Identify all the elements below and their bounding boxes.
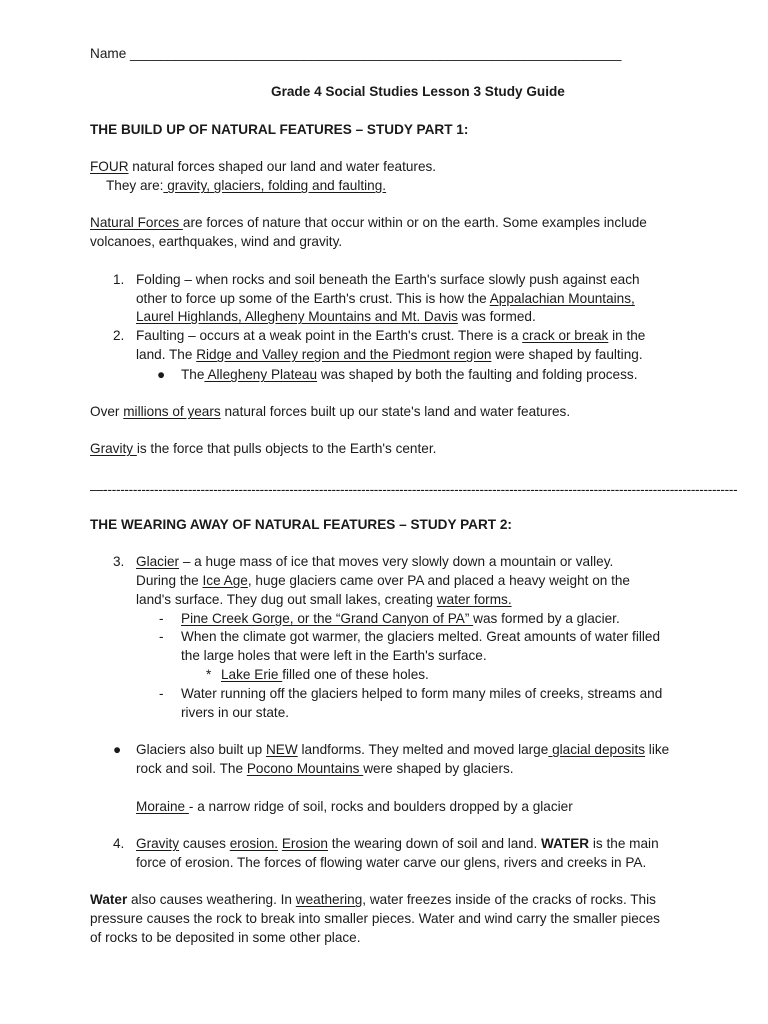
item1-line1: Folding – when rocks and soil beneath the Earth's surface slowly push against each (136, 272, 640, 287)
weathering-line1 (90, 891, 656, 909)
name-field-row (90, 45, 621, 63)
weathering-term: weathering (295, 892, 363, 907)
gravity-term: Gravity (136, 836, 180, 851)
item2-line2-text: land. The (136, 347, 197, 362)
item4-number: 4. (113, 836, 125, 851)
natural-forces-def-line1 (90, 214, 647, 232)
running-line1: Water running off the glaciers helped to form many miles of creeks, streams and (181, 686, 663, 701)
moraine-def: - a narrow ridge of soil, rocks and boulders dropped by a glacier (188, 799, 573, 814)
gravity-def: is the force that pulls objects to the Earth's center. (136, 441, 437, 456)
pocono-term: Pocono Mountains (246, 761, 364, 776)
natural-forces-def: are forces of nature that occur within or on the earth. Some examples include (182, 215, 647, 230)
ice-age-term: Ice Age (202, 573, 248, 588)
erosion-line1 (136, 835, 659, 853)
item2-number: 2. (113, 328, 125, 343)
weathering-text-b: , water freezes inside of the cracks of rocks. This (362, 892, 656, 907)
new-term: NEW (265, 742, 298, 757)
millions-text: natural forces built up our state's land and water features. (220, 404, 571, 419)
asterisk-marker: * (206, 667, 212, 682)
lake-erie-term: Lake Erie (221, 667, 283, 682)
millions-term: millions of years (123, 404, 221, 419)
four-forces-line (90, 158, 436, 176)
erosion-end: is the main (589, 836, 659, 851)
plateau-text: was shaped by both the faulting and folding process. (317, 367, 638, 382)
item2-line1 (136, 327, 645, 345)
crack-term: crack or break (522, 328, 609, 343)
appalachian-term: Appalachian Mountains, (489, 291, 635, 306)
built-end: like (645, 742, 670, 757)
water-bold: WATER (541, 836, 590, 851)
part2-heading: THE WEARING AWAY OF NATURAL FEATURES – STUDY PART 2: (90, 517, 512, 532)
they-are-label: They are: (106, 178, 164, 193)
built-mid: landforms. They melted and moved large (297, 742, 549, 757)
ice-age-text: , huge glaciers came over PA and placed a heavy weight on the (247, 573, 630, 588)
built-text: Glaciers also built up (136, 742, 266, 757)
mountains-term: Laurel Highlands, Allegheny Mountains and Mt. Davis (136, 309, 458, 324)
item2-line1-text: Faulting – occurs at a weak point in the Earth's crust. There is a (136, 328, 523, 343)
page-title: Grade 4 Social Studies Lesson 3 Study Guide (271, 84, 565, 99)
over-text: Over (90, 404, 124, 419)
item1-line3-text: was formed. (457, 309, 536, 324)
rock-text: rock and soil. The (136, 761, 247, 776)
lake-erie-text: filled one of these holes. (282, 667, 429, 682)
ridge-valley-term: Ridge and Valley region and the Piedmont region (196, 347, 492, 362)
erosion-def: the wearing down of soil and land. (327, 836, 542, 851)
natural-forces-def-line2: volcanoes, earthquakes, wind and gravity. (90, 234, 343, 249)
climate-line1: When the climate got warmer, the glaciers melted. Great amounts of water filled (181, 629, 661, 644)
four-term: FOUR (90, 159, 129, 174)
erosion-term: erosion. (229, 836, 279, 851)
moraine-term: Moraine (136, 799, 189, 814)
item2-line1-end: in the (608, 328, 646, 343)
item1-line2 (136, 290, 635, 308)
glacier-term: Glacier (136, 554, 180, 569)
part1-heading: THE BUILD UP OF NATURAL FEATURES – STUDY PART 1: (90, 122, 469, 137)
natural-forces-term: Natural Forces (90, 215, 183, 230)
bullet-icon: ● (113, 742, 122, 757)
weathering-line3: of rocks to be deposited in some other place. (90, 930, 361, 945)
forces-list: gravity, glaciers, folding and faulting. (163, 178, 387, 193)
allegheny-plateau-line (181, 366, 638, 384)
plateau-pre: The (181, 367, 205, 382)
pine-creek-line (181, 610, 620, 628)
item1-line3 (136, 308, 536, 326)
glacier-def-line (136, 553, 613, 571)
gravity-term: Gravity (90, 441, 137, 456)
pocono-text: were shaped by glaciers. (363, 761, 514, 776)
causes-text: causes (179, 836, 230, 851)
dash-marker: - (159, 629, 164, 644)
water-bold-term: Water (90, 892, 128, 907)
ice-age-line (136, 572, 630, 590)
glacial-deposits-term: glacial deposits (548, 742, 646, 757)
item1-number: 1. (113, 272, 125, 287)
dash-marker: - (159, 686, 164, 701)
item3-number: 3. (113, 554, 125, 569)
water-forms-term: water forms. (436, 592, 512, 607)
item2-line2 (136, 346, 643, 364)
pocono-line (136, 760, 514, 778)
erosion-line2: force of erosion. The forces of flowing water carve our glens, rivers and creeks in PA. (136, 855, 647, 870)
weathering-line2: pressure causes the rock to break into smaller pieces. Water and wind carry the smaller pieces (90, 911, 660, 926)
bullet-icon: ● (157, 367, 166, 382)
gravity-def-line (90, 440, 436, 458)
water-forms-line (136, 591, 512, 609)
four-forces-text: natural forces shaped our land and water features. (128, 159, 437, 174)
they-are-line (106, 177, 386, 195)
dash-marker: - (159, 611, 164, 626)
millions-line (90, 403, 570, 421)
name-label: Name (90, 46, 131, 61)
land-text: land's surface. They dug out small lakes, creating (136, 592, 437, 607)
erosion-term-2: Erosion (281, 836, 328, 851)
climate-line2: the large holes that were left in the Earth's surface. (181, 648, 487, 663)
moraine-line (136, 798, 573, 816)
new-landforms-line (136, 741, 669, 759)
pine-creek-text: was formed by a glacier. (473, 611, 620, 626)
weathering-text-a: also causes weathering. In (127, 892, 296, 907)
glacier-def: – a huge mass of ice that moves very slowly down a mountain or valley. (179, 554, 614, 569)
item2-line2-end: were shaped by faulting. (491, 347, 643, 362)
pine-creek-term: Pine Creek Gorge, or the “Grand Canyon of PA” (181, 611, 474, 626)
item1-line2-text: other to force up some of the Earth's crust. This is how the (136, 291, 490, 306)
running-line2: rivers in our state. (181, 705, 290, 720)
plateau-term: Allegheny Plateau (204, 367, 318, 382)
section-divider: —------------------------------------------------------------------------------------------------------------------------------------------------------ (90, 482, 738, 497)
lake-erie-line (221, 666, 429, 684)
name-blank-line: _________________________________________________________________ (130, 46, 622, 61)
during-text: During the (136, 573, 203, 588)
